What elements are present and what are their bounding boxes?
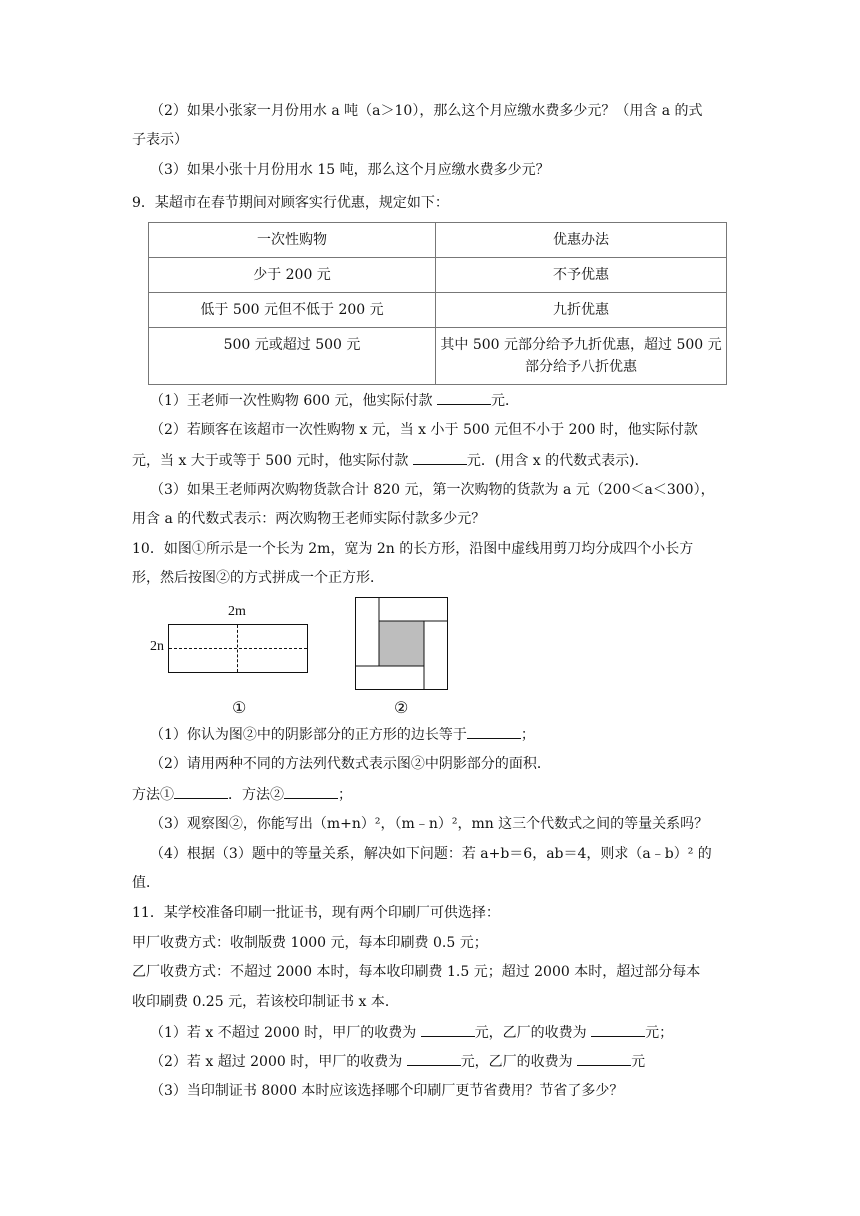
- q10-part1: [150, 724, 535, 745]
- table-cell: 九折优惠: [436, 293, 727, 328]
- figure-1-rectangle: [168, 624, 308, 673]
- q11-part1-text: （1）若 x 不超过 2000 时，甲厂的收费为: [150, 1025, 417, 1041]
- q9-part2-tail: 元．(用含 x 的代数式表示)．: [466, 453, 649, 469]
- discount-table: [148, 222, 727, 385]
- figure-1-left-label: 2n: [150, 639, 164, 654]
- q8-part2-line1: （2）如果小张家一月份用水 a 吨（a＞10），那么这个月应缴水费多少元？（用含 a 的式: [150, 103, 703, 119]
- q10-methods: [132, 784, 352, 805]
- table-header: 一次性购物: [149, 223, 436, 258]
- q9-part1: [150, 390, 519, 411]
- table-header: 优惠办法: [436, 223, 727, 258]
- table-cell: 少于 200 元: [149, 258, 436, 293]
- table-cell: 其中 500 元部分给予九折优惠，超过 500 元部分给予八折优惠: [436, 328, 727, 385]
- answer-blank: [467, 724, 521, 739]
- answer-blank: [591, 1022, 645, 1037]
- method-1-label: 方法①: [132, 787, 174, 803]
- q11-part1: [150, 1022, 673, 1043]
- table-row: [149, 258, 727, 293]
- q11-title: 11．某学校准备印刷一批证书，现有两个印刷厂可供选择：: [132, 905, 500, 921]
- methods-end: ；: [338, 787, 352, 803]
- table-cell: 500 元或超过 500 元: [149, 328, 436, 385]
- figure-2-square: [355, 597, 448, 690]
- q10-part3: （3）观察图②，你能写出（m+n）²，（m﹣n）²，mn 这三个代数式之间的等量关系吗？: [150, 816, 709, 832]
- vertical-dashed-line: [237, 625, 238, 672]
- figure-1-caption: ①: [232, 698, 247, 717]
- q9-part1-text: （1）王老师一次性购物 600 元，他实际付款: [150, 393, 433, 409]
- q11-part2-text: （2）若 x 超过 2000 时，甲厂的收费为: [150, 1054, 403, 1070]
- q11-part3: （3）当印制证书 8000 本时应该选择哪个印刷厂更节省费用？节省了多少？: [150, 1083, 624, 1099]
- q10-part4-line2: 值．: [132, 875, 160, 891]
- q11-part1-mid: 元，乙厂的收费为: [474, 1025, 587, 1041]
- method-2-label: ．方法②: [228, 787, 284, 803]
- table-row: [149, 328, 727, 385]
- q9-title: 9．某超市在春节期间对顾客实行优惠，规定如下：: [132, 195, 449, 211]
- q10-part4-line1: （4）根据（3）题中的等量关系，解决如下问题：若 a+b＝6，ab＝4，则求（a﹣b）² 的: [150, 846, 712, 862]
- q9-part3-line2: 用含 a 的代数式表示：两次购物王老师实际付款多少元？: [132, 511, 486, 527]
- q11-factory-b-line1: 乙厂收费方式：不超过 2000 本时，每本收印刷费 1.5 元；超过 2000 本时，超过部分每本: [132, 964, 701, 980]
- q9-part2-text: 元，当 x 大于或等于 500 元时，他实际付款: [132, 453, 409, 469]
- table-row: [149, 293, 727, 328]
- q10-part1-end: ；: [520, 727, 535, 743]
- answer-blank: [174, 784, 228, 799]
- answer-blank: [577, 1051, 631, 1066]
- q11-factory-a: 甲厂收费方式：收制版费 1000 元，每本印刷费 0.5 元；: [132, 935, 488, 951]
- q9-part2-line2: [132, 450, 649, 471]
- answer-blank: [421, 1022, 475, 1037]
- answer-blank: [284, 784, 338, 799]
- q10-title-line2: 形，然后按图②的方式拼成一个正方形．: [132, 570, 384, 586]
- table-header-row: [149, 223, 727, 258]
- q9-part3-line1: （3）如果王老师两次购物货款合计 820 元，第一次购物的货款为 a 元（200＜a＜300），: [150, 482, 715, 498]
- q11-part2-end: 元: [631, 1054, 646, 1070]
- answer-blank: [437, 390, 491, 405]
- horizontal-dashed-line: [169, 648, 307, 649]
- q9-part2-line1: （2）若顾客在该超市一次性购物 x 元，当 x 小于 500 元但不小于 200 时，他实际付款: [150, 422, 698, 438]
- q11-part2-mid: 元，乙厂的收费为: [460, 1054, 573, 1070]
- shaded-square: [379, 621, 424, 666]
- q8-part2-line2: 子表示）: [132, 132, 188, 148]
- answer-blank: [413, 450, 467, 465]
- q10-part2: （2）请用两种不同的方法列代数式表示图②中阴影部分的面积．: [150, 756, 551, 772]
- q10-title-line1: 10．如图①所示是一个长为 2m，宽为 2n 的长方形，沿图中虚线用剪刀均分成四个小长方: [132, 541, 694, 557]
- q10-part1-text: （1）你认为图②中的阴影部分的正方形的边长等于: [150, 727, 467, 743]
- q11-part2: [150, 1051, 645, 1072]
- q8-part3: （3）如果小张十月份用水 15 吨，那么这个月应缴水费多少元？: [150, 162, 550, 178]
- figure-1-top-label: 2m: [228, 604, 246, 619]
- q11-factory-b-line2: 收印刷费 0.25 元，若该校印制证书 x 本．: [132, 994, 399, 1010]
- table-cell: 低于 500 元但不低于 200 元: [149, 293, 436, 328]
- q9-part1-unit: 元．: [490, 393, 519, 409]
- table-cell: 不予优惠: [436, 258, 727, 293]
- answer-blank: [407, 1051, 461, 1066]
- q11-part1-end: 元；: [645, 1025, 674, 1041]
- figure-2-caption: ②: [394, 698, 409, 717]
